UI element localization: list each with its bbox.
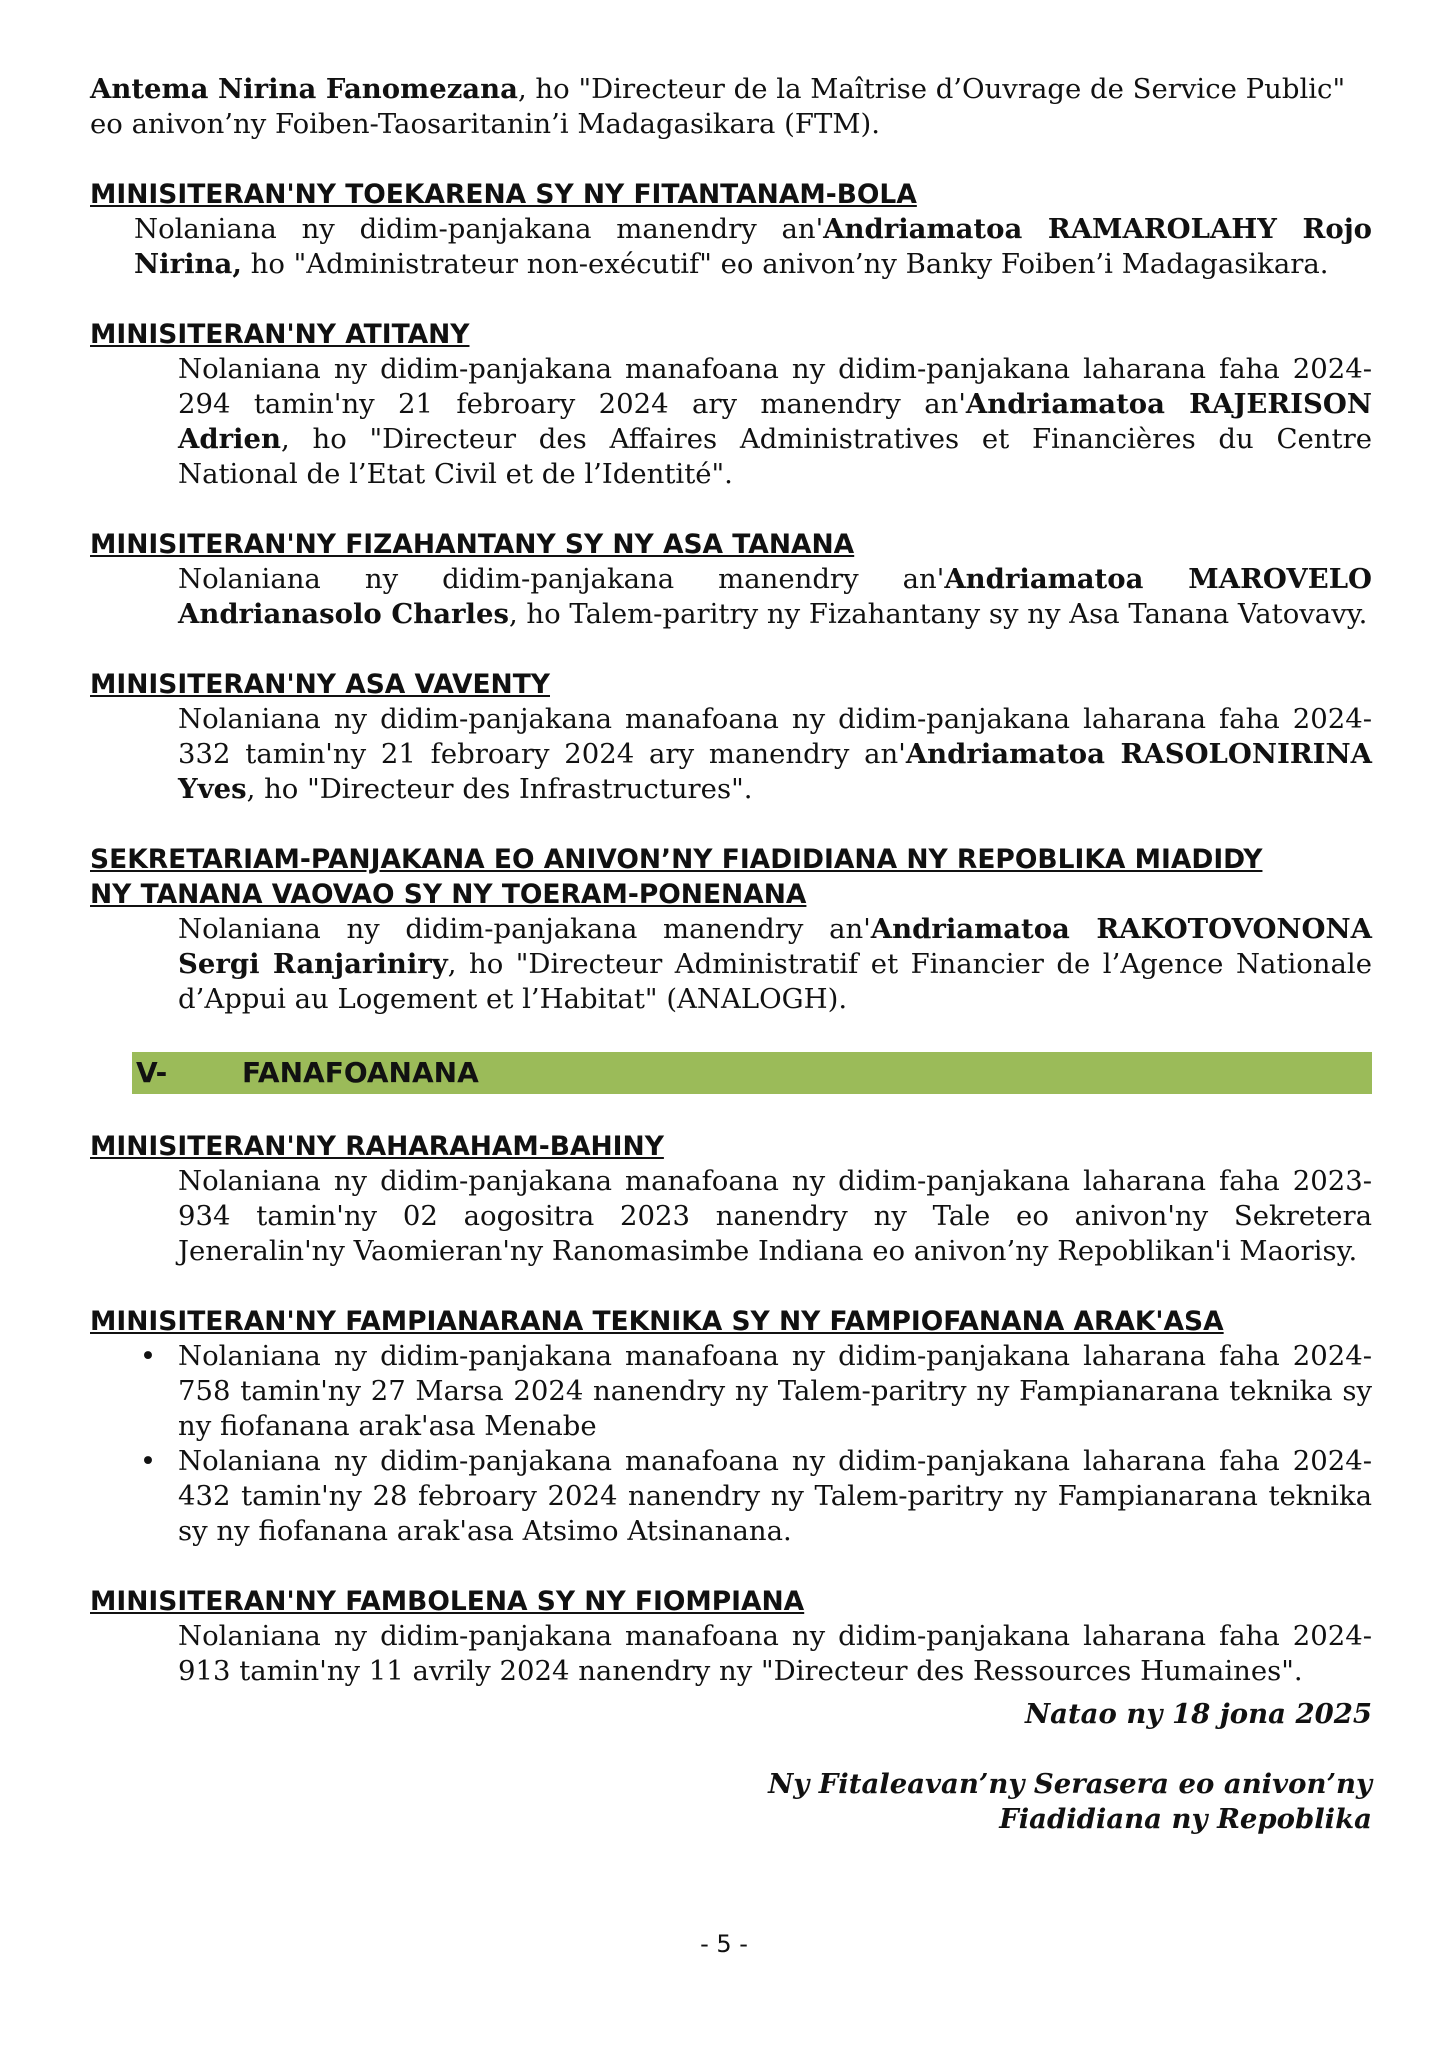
appointee-name: Andriamatoa RAKOTOVONONA Sergi Ranjariniry: [178, 913, 1372, 980]
heading-line: NY TANANA VAOVAO SY NY TOERAM-PONENANA: [90, 879, 807, 910]
heading-fampianarana-teknika: MINISITERAN'NY FAMPIANARANA TEKNIKA SY NY FAMPIOFANANA ARAK'ASA: [90, 1306, 1224, 1337]
intro-name: Antema Nirina Fanomezana: [90, 73, 518, 105]
bullet-icon: •: [139, 1445, 157, 1477]
intro-paragraph: [90, 72, 1372, 142]
paragraph-atitany: [178, 352, 1372, 492]
heading-toekarena: MINISITERAN'NY TOEKARENA SY NY FITANTANAM-BOLA: [90, 179, 917, 210]
heading-fizahantany: MINISITERAN'NY FIZAHANTANY SY NY ASA TANANA: [90, 529, 855, 560]
paragraph-text: Nolaniana ny didim-panjakana manendry an': [134, 213, 824, 245]
section-number: V-: [136, 1056, 168, 1089]
section-title: FANAFOANANA: [242, 1056, 479, 1089]
bullet-icon: •: [139, 1340, 157, 1372]
list-item: [139, 1339, 1372, 1444]
heading-line: SEKRETARIAM-PANJAKANA EO ANIVON’NY FIADIDIANA NY REPOBLIKA MIADIDY: [90, 844, 1263, 875]
paragraph-text: Nolaniana ny didim-panjakana manafoana ny didim-panjakana laharana faha 2024-294 tamin'ny 21 febroary 2024 ary manendry an': [178, 353, 1372, 420]
bullet-list: [90, 1339, 1372, 1549]
paragraph-text: Nolaniana ny didim-panjakana manendry an': [178, 563, 945, 595]
paragraph-text: , ho "Directeur des Affaires Administratives et Financières du Centre National de l’Etat Civil et de l’Identité".: [178, 423, 1372, 490]
appointee-name: Andriamatoa RASOLONIRINA Yves: [178, 738, 1373, 805]
intro-text-1: , ho "Directeur de la Maîtrise d’Ouvrage de Service Public": [517, 73, 1346, 105]
appointee-name: Andriamatoa RAMAROLAHY Rojo Nirina,: [134, 213, 1372, 280]
paragraph-sekretariam-panjakana: [178, 912, 1372, 1017]
paragraph-text: Nolaniana ny didim-panjakana manafoana ny didim-panjakana laharana faha 2024-332 tamin'ny 21 febroary 2024 ary manendry an': [178, 703, 1372, 770]
signature-line: Fiadidiana ny Repoblika: [999, 1803, 1372, 1835]
heading-sekretariam-panjakana: [90, 842, 1372, 912]
signature-block: [90, 1767, 1372, 1837]
paragraph-text: Nolaniana ny didim-panjakana manendry an': [178, 913, 871, 945]
heading-asa-vaventy: MINISITERAN'NY ASA VAVENTY: [90, 669, 550, 700]
list-item: [139, 1444, 1372, 1549]
list-item-text: Nolaniana ny didim-panjakana manafoana ny didim-panjakana laharana faha 2024-758 tamin'ny 27 Marsa 2024 nanendry ny Talem-paritry ny Fampianarana teknika sy ny fiofanana arak'asa Menabe: [178, 1340, 1372, 1442]
appointee-name: Andriamatoa MAROVELO Andrianasolo Charles: [178, 563, 1372, 630]
signature-line: Ny Fitaleavan’ny Serasera eo anivon’ny: [768, 1768, 1372, 1800]
paragraph-fambolena: Nolaniana ny didim-panjakana manafoana ny didim-panjakana laharana faha 2024-913 tamin'ny 11 avrily 2024 nanendry ny "Directeur des Ressources Humaines".: [178, 1620, 1372, 1687]
paragraph-text: , ho "Directeur des Infrastructures".: [246, 773, 753, 805]
page-number: - 5 -: [700, 1930, 748, 1958]
section-header-fanafoanana: [132, 1052, 1372, 1094]
paragraph-fizahantany: [178, 562, 1372, 632]
closing-date: Natao ny 18 jona 2025: [1025, 1698, 1372, 1730]
appointee-name: Andriamatoa RAJERISON Adrien: [178, 388, 1372, 455]
list-item-text: Nolaniana ny didim-panjakana manafoana ny didim-panjakana laharana faha 2024-432 tamin'ny 28 febroary 2024 nanendry ny Talem-paritry ny Fampianarana teknika sy ny fiofanana arak'asa Atsimo Atsinanana.: [178, 1445, 1372, 1547]
paragraph-raharaham-bahiny: Nolaniana ny didim-panjakana manafoana ny didim-panjakana laharana faha 2023-934 tamin'ny 02 aogositra 2023 nanendry ny Tale eo anivon'ny Sekretera Jeneralin'ny Vaomieran'ny Ranomasimbe Indiana eo anivon’ny Repoblikan'i Maorisy.: [178, 1165, 1372, 1267]
document-body: [90, 72, 1372, 1837]
heading-fambolena: MINISITERAN'NY FAMBOLENA SY NY FIOMPIANA: [90, 1586, 805, 1617]
paragraph-text: , ho "Directeur Administratif et Financier de l’Agence Nationale d’Appui au Logement et l’Habitat" (ANALOGH).: [178, 948, 1372, 1015]
paragraph-toekarena: [134, 212, 1372, 282]
paragraph-text: ho "Administrateur non-exécutif" eo anivon’ny Banky Foiben’i Madagasikara.: [241, 248, 1329, 280]
heading-raharaham-bahiny: MINISITERAN'NY RAHARAHAM-BAHINY: [90, 1131, 664, 1162]
paragraph-asa-vaventy: [178, 702, 1372, 807]
heading-atitany: MINISITERAN'NY ATITANY: [90, 319, 470, 350]
paragraph-text: , ho Talem-paritry ny Fizahantany sy ny Asa Tanana Vatovavy.: [508, 598, 1368, 630]
intro-text-2: eo anivon’ny Foiben-Taosaritanin’i Madagasikara (FTM).: [90, 108, 880, 140]
